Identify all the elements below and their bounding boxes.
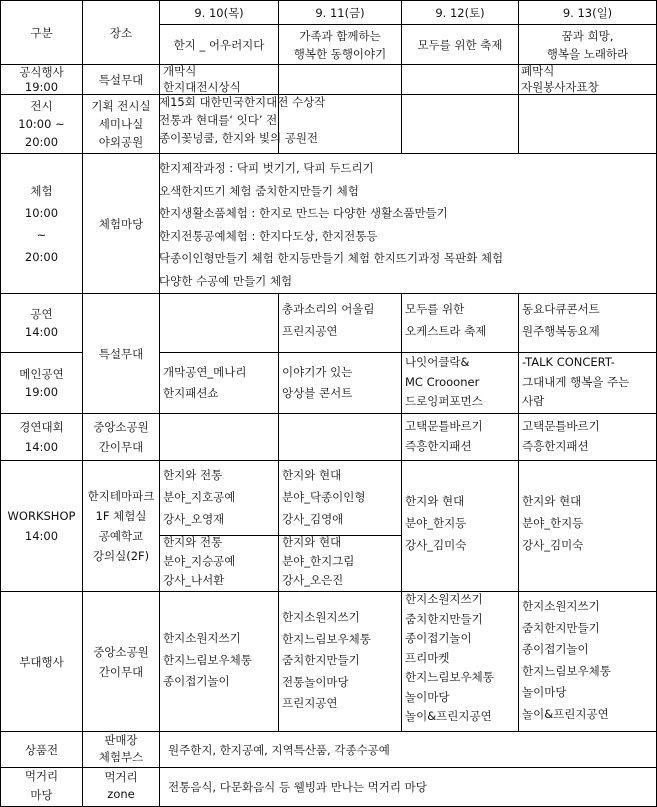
row-exhibit-category: 전시 10:00 ~ 20:00 (18, 99, 65, 149)
row-mainshow-day4: -TALK CONCERT- 그대내게 행복을 주는 사람 (522, 355, 630, 408)
row-food-place: 먹거리 zone (104, 770, 138, 801)
row-workshop-day1-b: 한지와 전통 분야_지승공예 강사_나서환 (163, 535, 236, 587)
row-sideevents-category: 부대행사 (19, 654, 64, 669)
row-sideevents-place: 중앙소공원 간이무대 (93, 644, 149, 679)
row-exhibit-place: 기획 전시실 세미나실 야외공원 (91, 99, 151, 149)
row-official-day1: 개막식 한지대전시상식 (163, 64, 241, 94)
row-sideevents-day1: 한지소원지쓰기 한지느림보우체통 종이접기놀이 (163, 631, 252, 688)
row-contest-category: 경연대회 14:00 (19, 420, 64, 454)
row-stage-place: 특설무대 (98, 346, 144, 361)
row-performance-day2: 총과소리의 어울림 프린지공연 (282, 302, 375, 338)
row-official-category: 공식행사 19:00 (19, 65, 64, 94)
row-official-place: 특설무대 (98, 72, 144, 87)
header-date-day4: 9. 13(일) (562, 5, 613, 20)
row-goods-place: 판매장 체험부스 (98, 732, 144, 764)
row-sideevents-day3: 한지소원지쓰기 줌치한지만들기 종이접기놀이 프리마켓 한지느림보우체통 놀이마당 놀이&프린지공연 (405, 592, 494, 723)
row-performance-day3: 모두를 위한 오케스트라 축제 (405, 302, 487, 338)
row-performance-category: 공연 14:00 (24, 307, 59, 339)
row-workshop-place: 한지테마파크 1F 체험실 공예학교 강의실(2F) (87, 489, 155, 563)
row-workshop-day1-a: 한지와 전통 분야_지호공예 강사_오영재 (163, 468, 236, 526)
row-experience-category: 체험 10:00 ~ 20:00 (24, 183, 59, 264)
row-food-category: 먹거리 마당 (24, 769, 59, 802)
row-workshop-day3: 한지와 현대 분야_한지등 강사_김미숙 (405, 494, 467, 552)
row-goods-category: 상품전 (24, 742, 59, 757)
header-theme-day2: 가족과 함께하는 행복한 동행이야기 (293, 28, 387, 61)
row-goods-content: 원주한지, 한지공예, 지역특산품, 각종수공예 (168, 742, 390, 757)
row-workshop-day4: 한지와 현대 분야_한지등 강사_김미숙 (522, 494, 584, 552)
header-date-day2: 9. 11(금) (315, 5, 365, 20)
header-category: 구분 (30, 25, 53, 40)
header-theme-day3: 모두를 위한 축제 (417, 37, 503, 52)
row-contest-day3: 고택문틀바르기 즉흥한지패션 (405, 419, 483, 453)
row-performance-day4: 동요다큐콘서트 원주행복동요제 (522, 302, 600, 338)
row-exhibit-content: 제15회 대한민국한지대전 수상작 전통과 현대를‘ 잇다’ 전 종이꽃넝쿨, 한지와 빛의 공원전 (159, 95, 326, 145)
row-workshop-category: WORKSHOP 14:00 (7, 509, 76, 543)
row-sideevents-day4: 한지소원지쓰기 줌치한지만들기 종이접기놀이 한지느림보우체통 놀이마당 놀이&프린지공연 (522, 599, 611, 721)
row-mainshow-day1: 개막공연_메나리 한지패션쇼 (163, 365, 247, 400)
row-workshop-day2-a: 한지와 현대 분야_닥종이인형 강사_김영애 (282, 468, 366, 526)
header-place: 장소 (109, 25, 133, 40)
row-food-content: 전통음식, 다문화음식 등 웰빙과 만나는 먹거리 마당 (168, 780, 427, 794)
row-mainshow-day3: 나잇어클락& MC Croooner 드로잉퍼포먼스 (405, 355, 483, 408)
row-experience-content: 한지제작과정 : 닥피 벗기기, 닥피 두드리기 오색한지뜨기 체험 줌치한지만들기 체험 한지생활소품체험 : 한지로 만드는 다양한 생활소품만들기 한지전통공예체험 : 한지다도상, 한지전통등 닥종이인형만들기 체험 한지등만들기 체험 한지뜨기과정 목판화 체험 다양한 수공예 만들기 체험 (159, 161, 504, 288)
header-theme-day4: 꿈과 희망, 행복을 노래하라 (546, 28, 629, 61)
row-contest-day4: 고택문틀바르기 즉흥한지패션 (522, 419, 600, 453)
row-contest-place: 중앙소공원 간이무대 (93, 420, 149, 454)
row-experience-place: 체험마당 (98, 216, 144, 231)
row-mainshow-category: 메인공연 19:00 (19, 367, 64, 399)
header-date-day1: 9. 10(목) (194, 5, 244, 20)
row-mainshow-day2: 이야기가 있는 앙상블 콘서트 (282, 365, 353, 400)
row-sideevents-day2: 한지소원지쓰기 한지느림보우체통 줌치한지만들기 전통놀이마당 프린지공연 (282, 610, 371, 710)
row-workshop-day2-b: 한지와 현대 분야_한지그림 강사_오은진 (282, 535, 355, 587)
header-theme-day1: 한지 _ 어우러지다 (173, 37, 265, 52)
header-date-day3: 9. 12(토) (435, 5, 485, 20)
row-official-day4: 폐막식 자원봉사자표창 (521, 64, 599, 94)
